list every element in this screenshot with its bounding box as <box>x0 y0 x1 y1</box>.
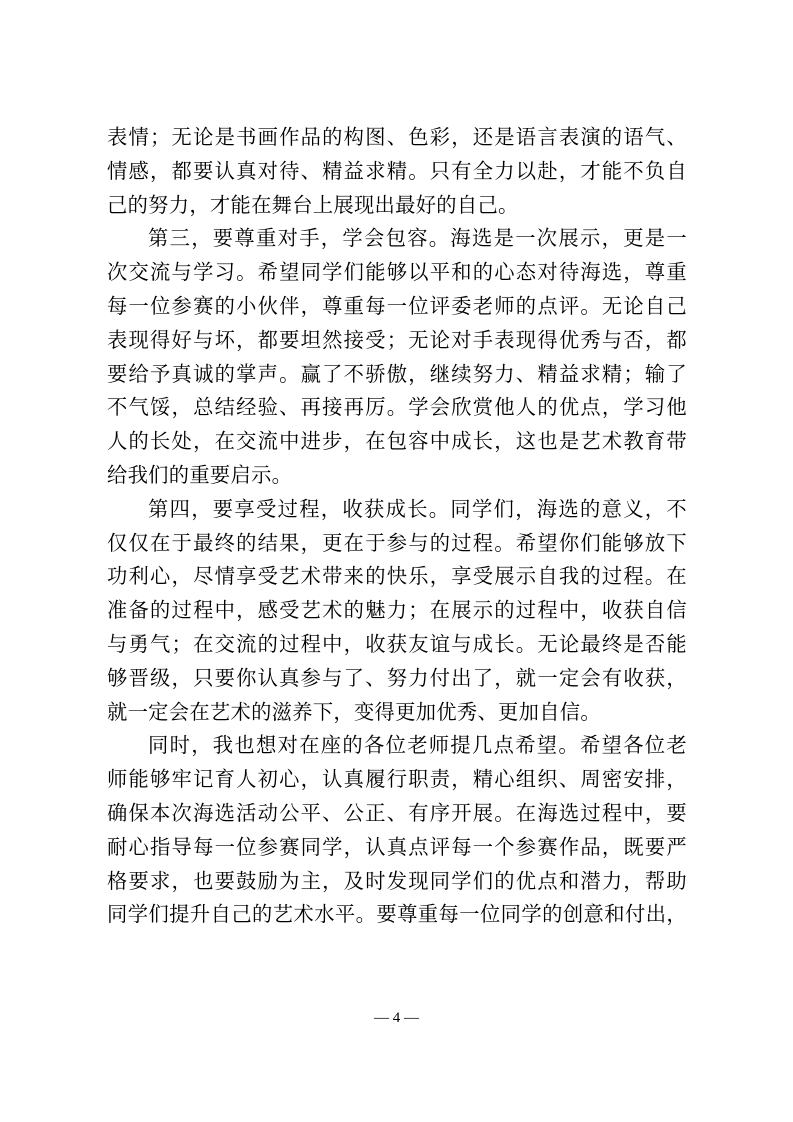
text-line: 不气馁，总结经验、再接再厉。学会欣赏他人的优点，学习他 <box>107 395 687 420</box>
text-line: 己的努力，才能在舞台上展现出最好的自己。 <box>107 192 519 217</box>
text-line: 表情；无论是书画作品的构图、色彩，还是语言表演的语气、 <box>107 125 687 149</box>
text-line: 第四，要享受过程，收获成长。同学们，海选的意义，不 <box>148 496 687 521</box>
text-line: 给我们的重要启示。 <box>107 462 293 487</box>
text-line: 准备的过程中，感受艺术的魅力；在展示的过程中，收获自信 <box>107 598 687 623</box>
text-line: 师能够牢记育人初心，认真履行职责，精心组织、周密安排， <box>107 767 687 792</box>
text-line: 人的长处，在交流中进步，在包容中成长，这也是艺术教育带 <box>107 429 687 454</box>
text-line: 耐心指导每一位参赛同学，认真点评每一个参赛作品，既要严 <box>107 834 687 859</box>
text-line: 格要求，也要鼓励为主，及时发现同学们的优点和潜力，帮助 <box>107 868 687 893</box>
text-line: 够晋级，只要你认真参与了、努力付出了，就一定会有收获， <box>107 665 687 690</box>
text-line: 确保本次海选活动公平、公正、有序开展。在海选过程中，要 <box>107 800 687 825</box>
text-line: 要给予真诚的掌声。赢了不骄傲，继续努力、精益求精；输了 <box>107 361 687 386</box>
text-line: 功利心，尽情享受艺术带来的快乐，享受展示自我的过程。在 <box>107 564 687 589</box>
text-line: 同学们提升自己的艺术水平。要尊重每一位同学的创意和付出， <box>107 902 687 927</box>
text-line: 与勇气；在交流的过程中，收获友谊与成长。无论最终是否能 <box>107 631 687 656</box>
text-line: 就一定会在艺术的滋养下，变得更加优秀、更加自信。 <box>107 699 601 724</box>
text-line: 每一位参赛的小伙伴，尊重每一位评委老师的点评。无论自己 <box>107 293 687 318</box>
text-line: 仅仅在于最终的结果，更在于参与的过程。希望你们能够放下 <box>107 530 687 555</box>
text-line: 表现得好与坏，都要坦然接受；无论对手表现得优秀与否，都 <box>107 327 687 352</box>
text-line: 情感，都要认真对待、精益求精。只有全力以赴，才能不负自 <box>107 158 687 183</box>
page-number: — 4 — <box>374 1010 419 1026</box>
body-text <box>107 121 687 932</box>
text-line: 同时，我也想对在座的各位老师提几点希望。希望各位老 <box>148 733 687 758</box>
text-line: 次交流与学习。希望同学们能够以平和的心态对待海选，尊重 <box>107 260 687 285</box>
text-line: 第三，要尊重对手，学会包容。海选是一次展示，更是一 <box>148 226 687 251</box>
